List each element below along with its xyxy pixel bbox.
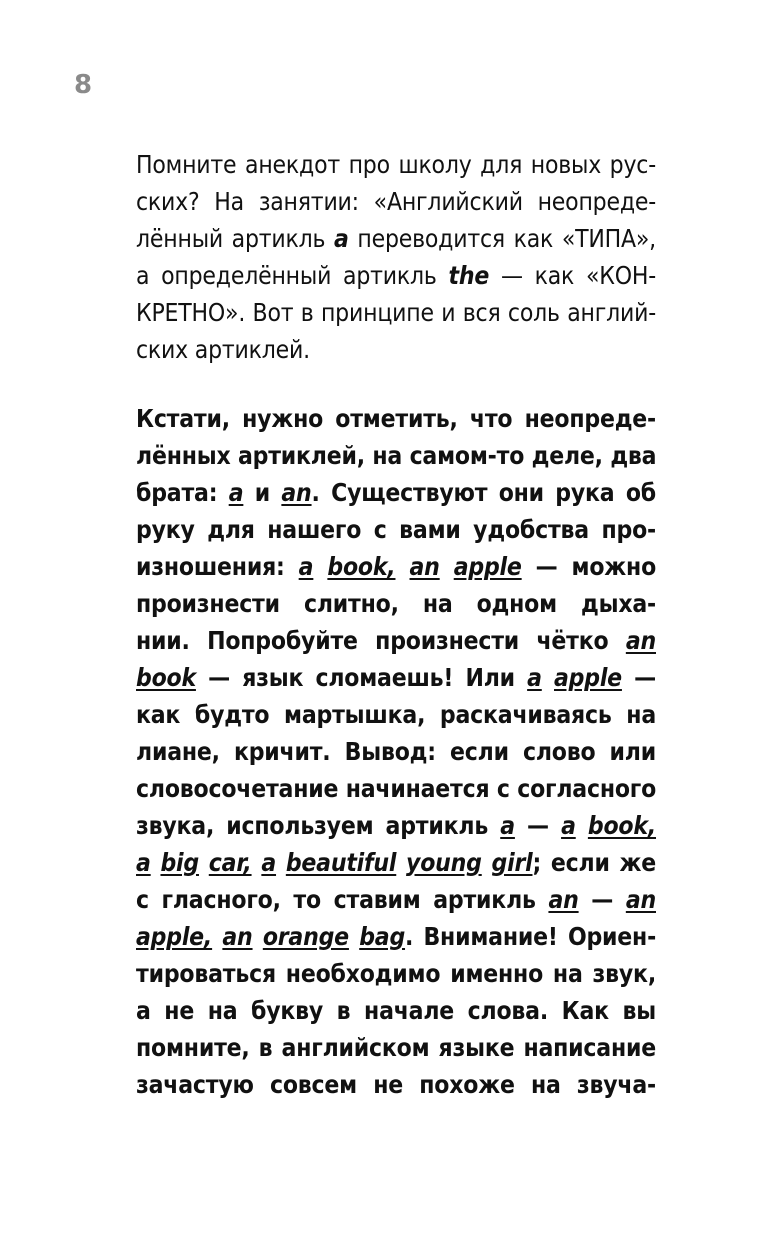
text-segment: Кстати, нужно отметить, что неопреде- <box>136 404 656 433</box>
english-example: apple <box>554 663 622 692</box>
text-segment: лённых артиклей, на самом-то деле, два <box>136 441 657 470</box>
text-line <box>136 257 656 294</box>
text-line <box>136 696 656 733</box>
text-segment: словосочетание начинается с согласного <box>136 774 657 803</box>
text-segment: лиане, кричит. Вывод: если слово или <box>136 737 656 766</box>
english-example: book, <box>587 811 656 840</box>
text-line <box>136 955 656 992</box>
english-example: big <box>160 848 199 877</box>
english-example: a <box>136 848 151 877</box>
english-example: a <box>298 552 314 581</box>
english-example: a <box>561 811 576 840</box>
text-line <box>136 844 656 881</box>
english-example: an <box>409 552 440 581</box>
text-segment: зачастую совсем не похоже на звуча- <box>136 1070 656 1099</box>
text-segment: . Существуют они рука об <box>311 478 656 507</box>
text-segment: как будто мартышка, раскачиваясь на <box>136 700 656 729</box>
english-example: book <box>136 663 196 692</box>
paragraph-indefinite-articles <box>136 400 656 1103</box>
article-emphasis: a <box>334 224 349 253</box>
text-segment: — <box>578 885 626 914</box>
text-line <box>136 881 656 918</box>
text-segment: — как «КОН- <box>489 261 656 290</box>
text-segment: звука, используем артикль <box>136 811 501 840</box>
english-example: beautiful <box>285 848 397 877</box>
text-segment <box>151 848 161 877</box>
text-segment: ; если же <box>532 848 656 877</box>
text-segment <box>276 848 286 877</box>
text-segment <box>396 848 406 877</box>
english-example: bag <box>359 922 406 951</box>
english-example: car, <box>208 848 252 877</box>
text-segment: ских артиклей. <box>136 335 310 364</box>
text-segment: а определённый артикль <box>136 261 449 290</box>
text-segment: брата: <box>136 478 229 507</box>
text-line <box>136 622 656 659</box>
text-line <box>136 659 656 696</box>
text-segment: руку для нашего с вами удобства про- <box>136 515 656 544</box>
page-number: 8 <box>74 70 93 100</box>
english-example: young <box>406 848 482 877</box>
text-segment <box>253 922 263 951</box>
text-line <box>136 437 656 474</box>
text-segment: лённый артикль <box>136 224 335 253</box>
text-line <box>136 807 656 844</box>
english-example: an <box>222 922 253 951</box>
text-line <box>136 474 656 511</box>
text-line <box>136 992 656 1029</box>
text-segment: — можно <box>521 552 657 581</box>
text-line <box>136 511 656 548</box>
text-segment: — <box>621 663 656 692</box>
paragraph-intro <box>136 146 656 368</box>
text-segment <box>440 552 454 581</box>
text-segment <box>252 848 262 877</box>
text-line <box>136 548 656 585</box>
text-line <box>136 220 656 257</box>
english-example: an <box>281 478 312 507</box>
text-segment: . Внимание! Ориен- <box>405 922 657 951</box>
text-line <box>136 770 656 807</box>
text-segment: а не на букву в начале слова. Как вы <box>136 996 656 1025</box>
text-segment <box>482 848 492 877</box>
article-emphasis: the <box>448 261 490 290</box>
text-segment: ских? На занятии: «Английский неопреде- <box>136 187 656 216</box>
text-segment <box>199 848 209 877</box>
text-segment <box>542 663 554 692</box>
text-segment <box>313 552 327 581</box>
english-example: book, <box>327 552 396 581</box>
text-segment: Помните анекдот про школу для новых рус- <box>136 150 656 179</box>
text-segment <box>576 811 588 840</box>
text-line <box>136 146 656 183</box>
text-segment: КРЕТНО». Вот в принципе и вся соль англий- <box>136 298 656 327</box>
text-line <box>136 294 656 331</box>
text-line <box>136 733 656 770</box>
english-example: girl <box>491 848 533 877</box>
english-example: a <box>500 811 515 840</box>
text-line <box>136 331 656 368</box>
english-example: apple <box>453 552 522 581</box>
text-segment: помните, в английском языке написание <box>136 1033 656 1062</box>
english-example: a <box>261 848 277 877</box>
english-example: a <box>527 663 542 692</box>
text-line <box>136 1029 656 1066</box>
text-line <box>136 400 656 437</box>
text-segment: — язык сломаешь! Или <box>195 663 528 692</box>
text-line <box>136 918 656 955</box>
text-segment: тироваться необходимо именно на звук, <box>136 959 656 988</box>
text-segment: нии. Попробуйте произнести чётко <box>136 626 626 655</box>
english-example: an <box>625 626 656 655</box>
english-example: orange <box>262 922 349 951</box>
text-line <box>136 585 656 622</box>
english-example: an <box>625 885 656 914</box>
text-line <box>136 1066 656 1103</box>
text-segment <box>212 922 222 951</box>
text-segment: переводится как «ТИПА», <box>348 224 656 253</box>
text-segment: изношения: <box>136 552 299 581</box>
text-segment: произнести слитно, на одном дыха- <box>136 589 656 618</box>
text-line <box>136 183 656 220</box>
english-example: an <box>548 885 579 914</box>
text-segment: и <box>243 478 282 507</box>
english-example: a <box>228 478 244 507</box>
english-example: apple, <box>136 922 213 951</box>
text-segment <box>395 552 409 581</box>
text-segment <box>349 922 359 951</box>
text-segment: с гласного, то ставим артикль <box>136 885 549 914</box>
text-segment: — <box>514 811 562 840</box>
